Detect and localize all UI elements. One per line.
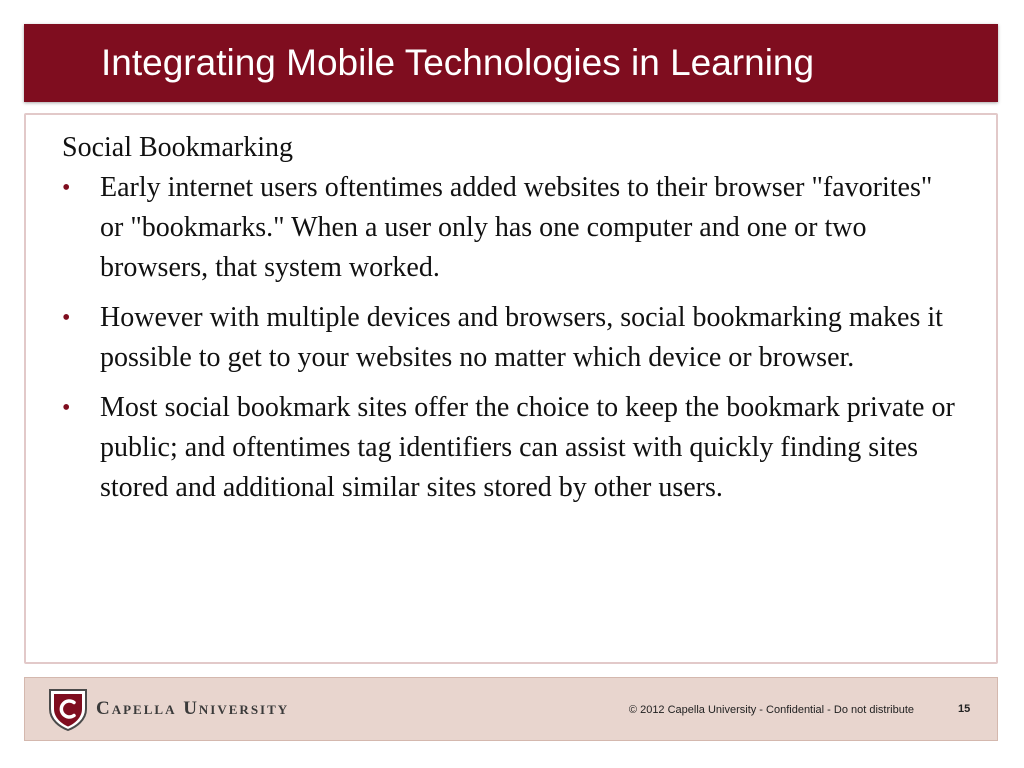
slide-content — [62, 128, 962, 508]
capella-logo — [48, 687, 289, 731]
bullet-list — [62, 168, 962, 508]
bullet-text: However with multiple devices and browsers, social bookmarking makes it possible to get to your websites no matter which device or browser. — [100, 302, 943, 373]
section-heading: Social Bookmarking — [62, 132, 293, 163]
capella-shield-icon — [48, 687, 88, 731]
bullet-item — [62, 298, 962, 378]
bullet-icon: • — [62, 175, 71, 201]
page-number: 15 — [958, 703, 971, 715]
bullet-text: Early internet users oftentimes added websites to their browser "favorites" or "bookmarks." When a user only has one computer and one or two browsers, that system worked. — [100, 172, 933, 283]
slide-title: Integrating Mobile Technologies in Learning — [101, 41, 815, 83]
copyright-notice: © 2012 Capella University - Confidential - Do not distribute — [628, 704, 914, 716]
bullet-icon: • — [62, 395, 71, 421]
bullet-item — [62, 388, 962, 508]
bullet-text: Most social bookmark sites offer the choice to keep the bookmark private or public; and oftentimes tag identifiers can assist with quickly finding sites stored and additional similar sites stored by other users. — [100, 392, 955, 503]
bullet-icon: • — [62, 305, 71, 331]
logo-text: Capella University — [96, 698, 290, 719]
title-bar — [24, 24, 998, 102]
bullet-item — [62, 168, 962, 288]
